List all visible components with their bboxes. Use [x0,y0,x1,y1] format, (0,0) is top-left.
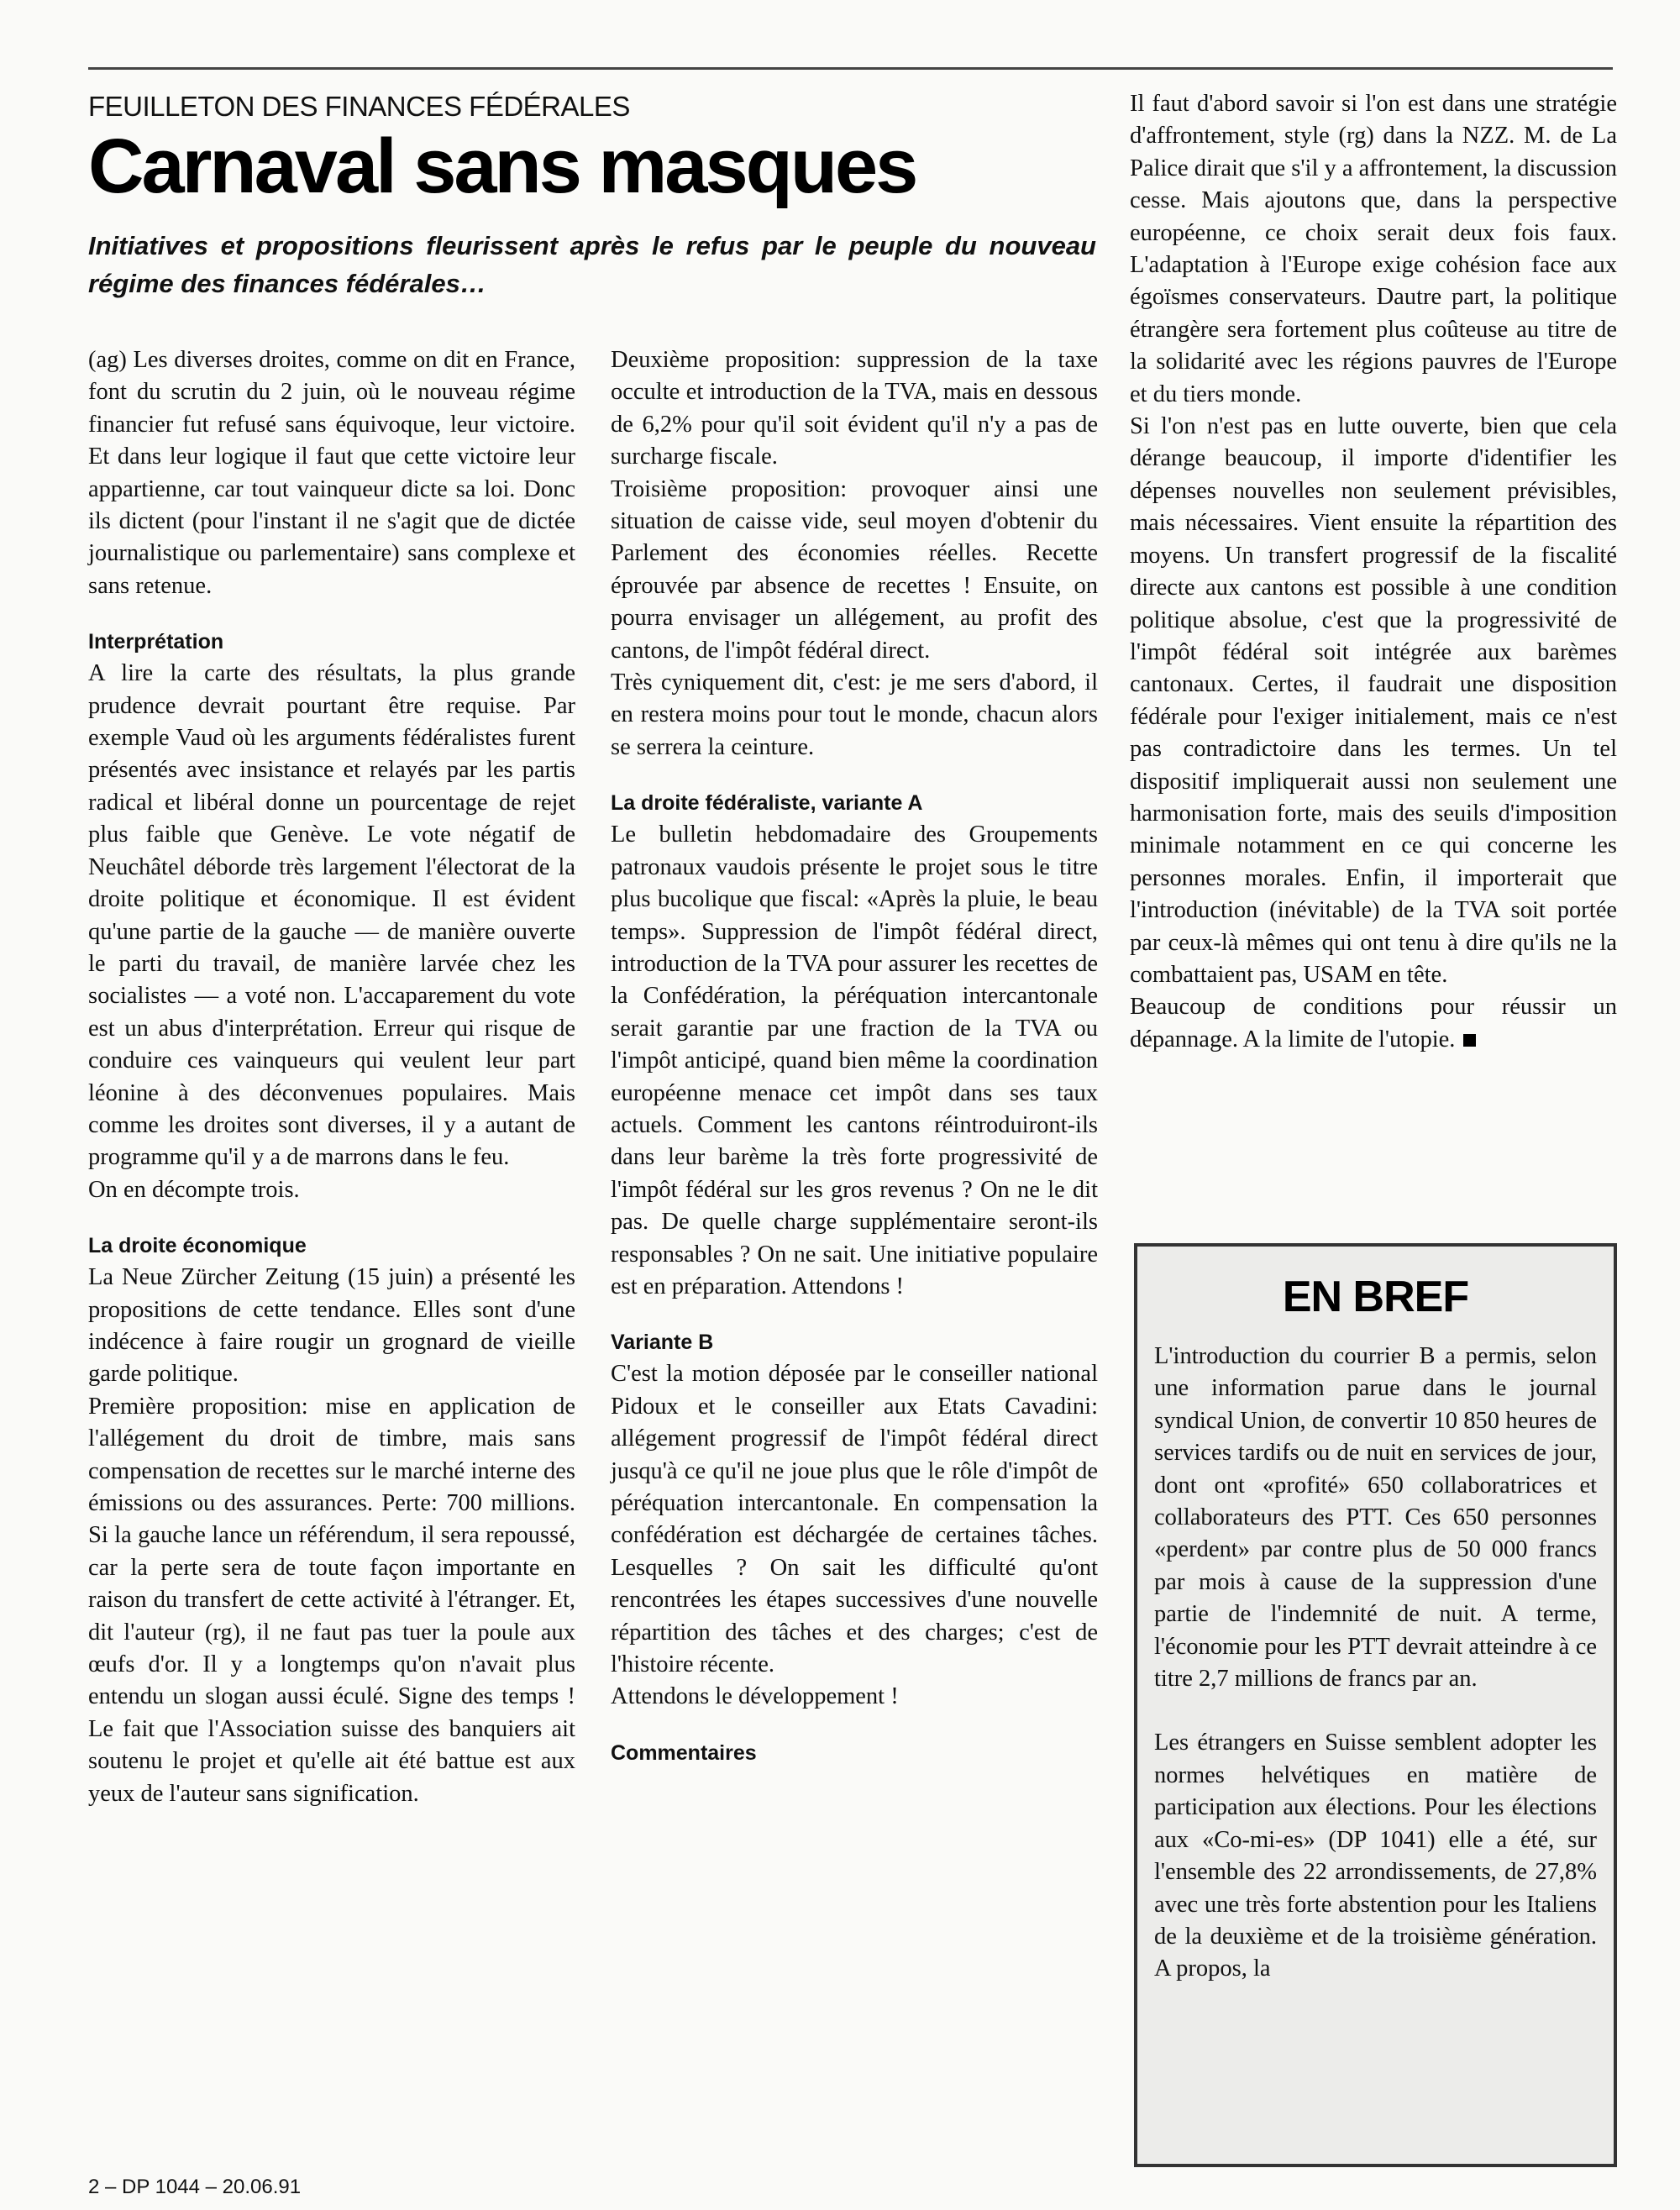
en-bref-title: EN BREF [1282,1273,1469,1321]
column-2 [611,344,1098,1769]
en-bref-item-courrier: L'introduction du courrier B a permis, selon une information parue dans le journal syndical Union, de convertir 10 850 heures de services tardifs ou de nuit en services de jour, dont ont «profité» 650 collaboratrices et collaborateurs des PTT. Ces 650 personnes «perdent» par contre plus de 50 000 francs par mois à cause de la suppression d'une partie de l'indemnité de nuit. A terme, l'économie pour les PTT devrait atteindre à ce titre 2,7 millions de francs par an. [1154,1343,1597,1693]
top-rule [88,67,1613,70]
page-folio: 2 – DP 1044 – 20.06.91 [88,2176,302,2198]
deuxieme-proposition-paragraph: Deuxième proposition: suppression de la taxe occulte et introduction de la TVA, mais en dessous de 6,2% pour qu'il soit évident qu'il n'y a pas de surcharge fiscale. [611,347,1098,470]
intro-paragraph: (ag) Les diverses droites, comme on dit en France, font du scrutin du 2 juin, où le nouveau régime financier fut refusé sans équivoque, leur victoire. Et dans leur logique il faut que cette victoire leur appartienne, car tout vainqueur dicte sa loi. Donc ils dictent (pour l'instant il ne s'agit que de dictée journalistique ou parlementaire) sans complexe et sans retenue. [88,347,575,599]
heading-droite-economique: La droite économique [88,1234,307,1258]
interpretation-paragraph: A lire la carte des résultats, la plus grande prudence devrait pourtant être requise. Par exemple Vaud où les arguments fédéralistes furent présentés avec insistance et relayés par les partis radical et libéral donne un pourcentage de rejet plus faible que Genève. Le vote négatif de Neuchâtel déborde très largement l'électorat de la droite politique et économique. Il est évident qu'une partie de la gauche — de manière ouverte le parti du travail, de manière larvée chez les socialistes — a voté non. L'accaparement du vote est un abus d'interprétation. Erreur qui risque de conduire ces vainqueurs qui veulent leur part léonine à des déconvenues populaires. Mais comme les droites sont diverses, il y a autant de programme qu'il y a de marrons dans le feu. [88,660,575,1171]
section-kicker: FEUILLETON DES FINANCES FÉDÉRALES [88,91,630,122]
column-1 [88,344,575,1810]
heading-variante-b: Variante B [611,1331,714,1355]
on-en-decompte-paragraph: On en décompte trois. [88,1176,300,1203]
cyniquement-paragraph: Très cyniquement dit, c'est: je me sers d'abord, il en restera moins pour tout le monde, chacun alors se serrera la ceinture. [611,669,1098,760]
heading-interpretation: Interprétation [88,630,224,654]
attendons-paragraph: Attendons le développement ! [611,1683,899,1710]
variante-a-paragraph: Le bulletin hebdomadaire des Groupements patronaux vaudois présente le projet sous le titre plus bucolique que fiscal: «Après la pluie, le beau temps». Suppression de l'impôt fédéral direct, introduction de la TVA pour assurer les recettes de la Confédération, la péréquation intercantonale serait garantie par une fraction de la TVA ou l'impôt anticipé, quand bien même la coordination européenne menace cet impôt dans ses taux actuels. Comment les cantons réintroduiront-ils dans leur barème la très forte progressivité de l'impôt fédéral sur les gros revenus ? On ne le dit pas. De quelle charge supplémentaire seront-ils responsables ? On ne sait. Une initiative populaire est en préparation. Attendons ! [611,822,1098,1299]
premiere-proposition-paragraph: Première proposition: mise en application de l'allégement du droit de timbre, mais sans compensation de recettes sur le marché interne des émissions ou des assurances. Perte: 700 millions. Si la gauche lance un référendum, il sera repoussé, car la perte sera de toute façon importante en raison du transfert de cette activité à l'étranger. Et, dit l'auteur (rg), il ne faut pas tuer la poule aux œufs d'or. Il y a longtemps qu'on n'avait plus entendu un slogan aussi éculé. Signe des temps ! Le fait que l'Association suisse des banquiers ait soutenu le projet et qu'elle ait été battue est aux yeux de l'auteur sans signification. [88,1393,575,1807]
si-lutte-paragraph: Si l'on n'est pas en lutte ouverte, bien que cela dérange beaucoup, il importe d'identifier les dépenses nouvelles non seulement prévisibles, mais nécessaires. Vient ensuite la répartition des moyens. Un transfert progressif de la fiscalité directe aux cantons est possible à une condition politique absolue, c'est que la progressivité de l'impôt fédéral soit intégrée aux barèmes cantonaux. Certes, il faudrait une disposition fédérale pour l'exiger initialement, mais ce n'est pas contradictoire dans les termes. Un tel dispositif impliquerait aussi non seulement une harmonisation forte, mais des seuils d'imposition minimale notamment en ce qui concerne les personnes morales. Enfin, il importerait que l'introduction (inévitable) de la TVA soit portée par ceux-là mêmes qui ont tenu à dire qu'ils ne la combattaient pas, USAM en tête. [1130,413,1617,988]
en-bref-item-etrangers: Les étrangers en Suisse semblent adopter les normes helvétiques en matière de participation aux élections. Pour les élections aux «Co-mi-es» (DP 1041) elle a été, sur l'ensemble des 22 arrondissements, de 27,8% avec une très forte abstention pour les Italiens de la deuxième et de la troisième génération. A propos, la [1154,1730,1597,1982]
commentaires-paragraph: Il faut d'abord savoir si l'on est dans une stratégie d'affrontement, style (rg) dans la NZZ. M. de La Palice dirait que s'il y a affrontement, la discussion cesse. Mais ajoutons que, dans la perspective européenne, ce choix serait deux fois faux. L'adaptation à l'Europe exige cohésion face aux égoïsmes conservateurs. Dautre part, la politique étrangère sera fortement plus coûteuse au titre de la solidarité avec les régions pauvres de l'Europe et du tiers monde. [1130,91,1618,407]
heading-commentaires: Commentaires [611,1740,757,1765]
column-3 [1130,88,1617,1056]
en-bref-box [1134,1243,1617,2167]
article-title: Carnaval sans masques [88,123,916,209]
conclusion-paragraph [1130,991,1617,1056]
variante-b-paragraph: C'est la motion déposée par le conseiller national Pidoux et le conseiller aux Etats Cavadini: allégement progressif de l'impôt fédéral direct jusqu'à ce qu'il ne joue plus que le rôle d'impôt de péréquation intercantonale. En compensation la confédération est déchargée de certaines tâches. Lesquelles ? On sait les difficulté qu'ont rencontrées les étapes successives d'une nouvelle répartition des tâches et des charges; c'est de l'histoire récente. [611,1361,1098,1678]
heading-variante-a: La droite fédéraliste, variante A [611,791,923,816]
end-of-article-mark [1463,1034,1476,1047]
troisieme-proposition-paragraph: Troisième proposition: provoquer ainsi une situation de caisse vide, seul moyen d'obtenir du Parlement des économies réelles. Recette éprouvée par absence de recettes ! Ensuite, on pourra envisager un allégement, au profit des cantons, de l'impôt fédéral direct. [611,475,1098,664]
article-subtitle: Initiatives et propositions fleurissent après le refus par le peuple du nouveau régime des finances fédérales… [88,231,1096,298]
droite-economique-paragraph: La Neue Zürcher Zeitung (15 juin) a présenté les propositions de cette tendance. Elles sont d'une indécence à faire rougir un grognard de vieille garde politique. [88,1264,575,1388]
conclusion-text: Beaucoup de conditions pour réussir un dépannage. A la limite de l'utopie. [1130,994,1617,1053]
en-bref-text [1137,1341,1614,1986]
